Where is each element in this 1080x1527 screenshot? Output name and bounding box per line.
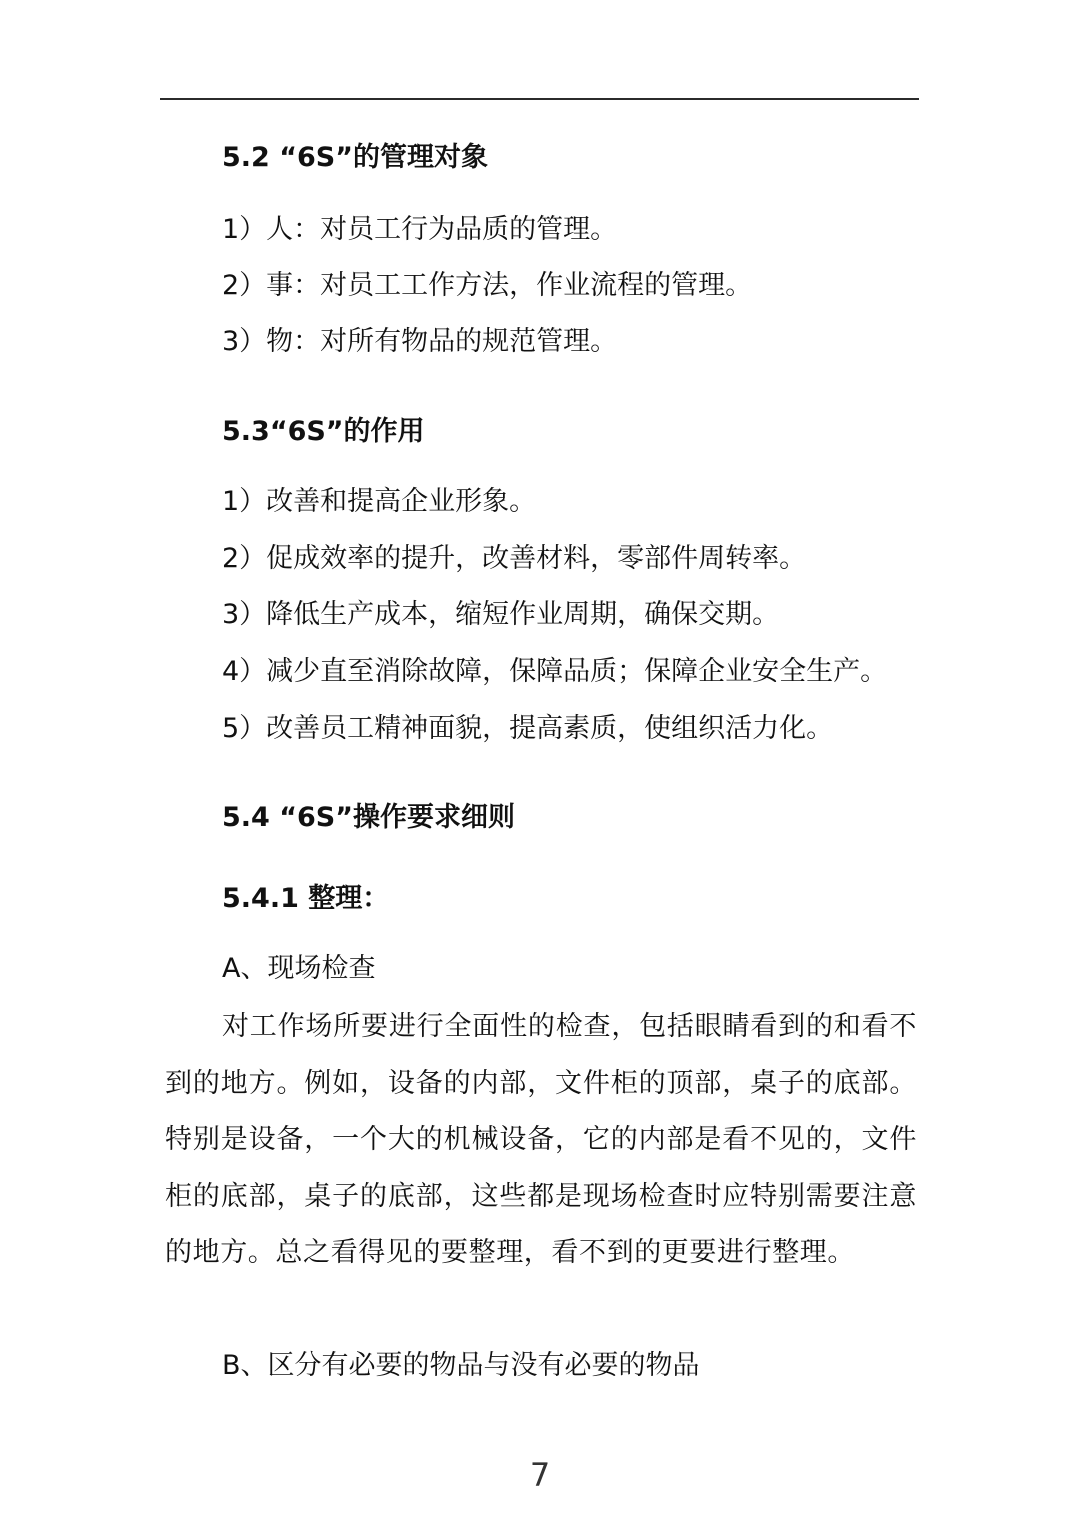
list-item: 4）减少直至消除故障，保障品质；保障企业安全生产。 (222, 656, 888, 687)
section-heading-5-3: 5.3“6S”的作用 (222, 416, 425, 447)
point-a-title: A、现场检查 (222, 953, 376, 984)
list-item: 2）事：对员工工作方法，作业流程的管理。 (222, 270, 753, 301)
subsection-heading-5-4-1: 5.4.1 整理： (222, 883, 390, 914)
list-item: 1）改善和提高企业形象。 (222, 486, 537, 517)
list-item: 5）改善员工精神面貌，提高素质，使组织活力化。 (222, 713, 834, 744)
page-number: 7 (529, 1456, 551, 1494)
point-a-paragraph: 对工作场所要进行全面性的检查，包括眼睛看到的和看不到的地方。例如，设备的内部，文件柜的顶部，桌子的底部。特别是设备，一个大的机械设备，它的内部是看不见的，文件柜的底部，桌子的底部，这些都是现场检查时应特别需要注意的地方。总之看得见的要整理，看不到的更要进行整理。 (165, 1011, 917, 1268)
list-item: 3）降低生产成本，缩短作业周期，确保交期。 (222, 599, 780, 630)
header-rule (160, 98, 919, 100)
section-heading-5-2: 5.2 “6S”的管理对象 (222, 142, 488, 173)
section-heading-5-4: 5.4 “6S”操作要求细则 (222, 802, 515, 833)
point-b-title: B、区分有必要的物品与没有必要的物品 (222, 1350, 700, 1381)
list-item: 1）人：对员工行为品质的管理。 (222, 214, 618, 245)
list-item: 3）物：对所有物品的规范管理。 (222, 326, 618, 357)
list-item: 2）促成效率的提升，改善材料，零部件周转率。 (222, 543, 807, 574)
